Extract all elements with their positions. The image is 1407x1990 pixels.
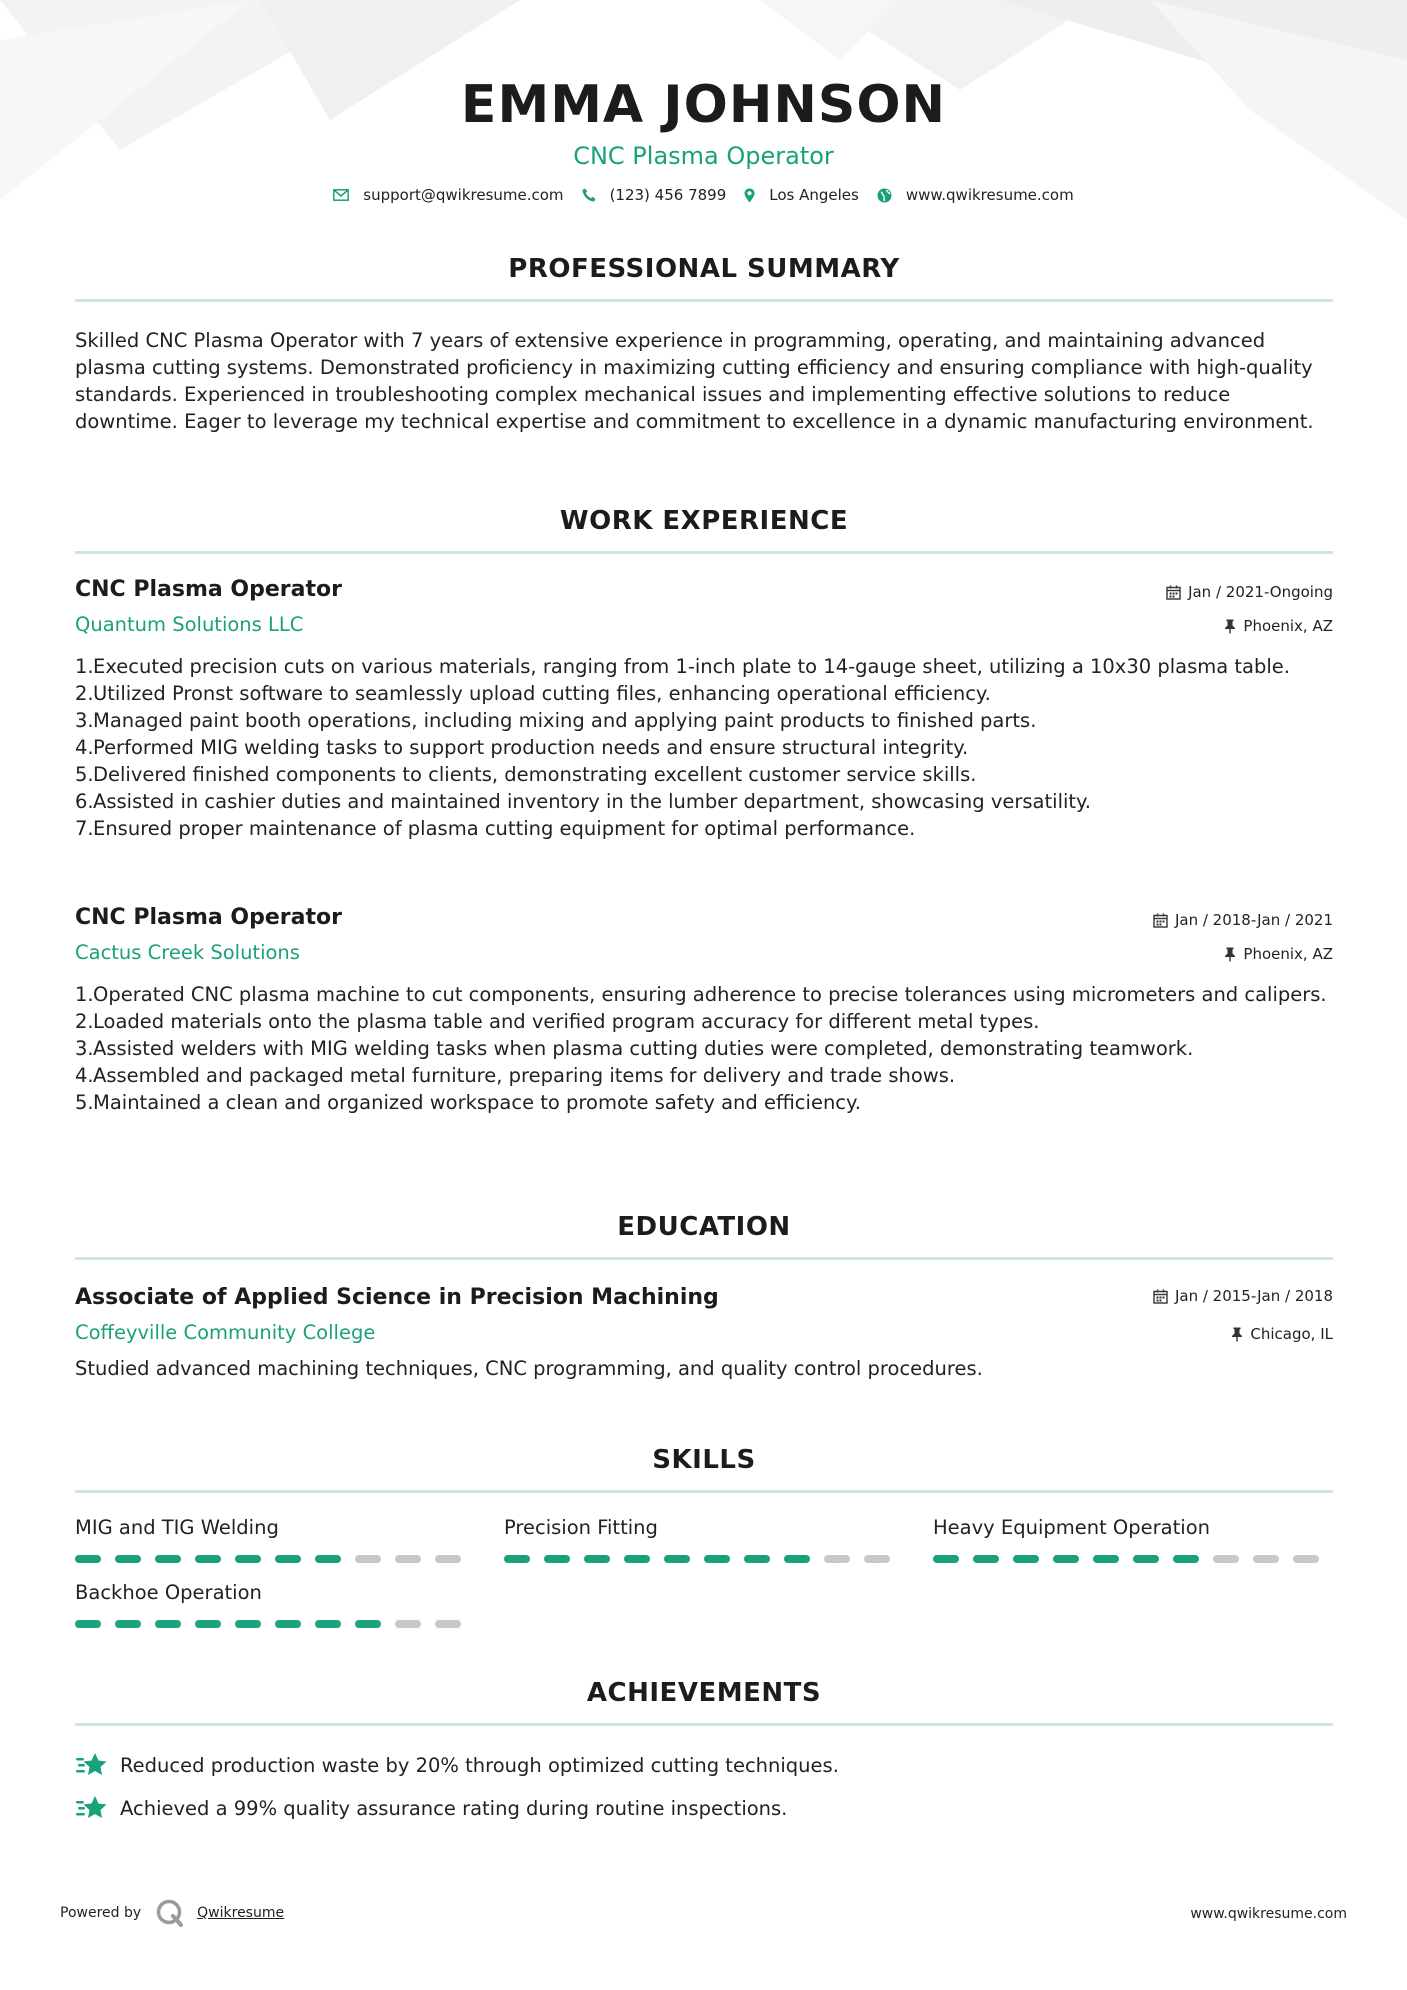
skill-name: Heavy Equipment Operation: [933, 1516, 1210, 1539]
skill-dot-filled: [115, 1555, 141, 1563]
calendar-icon: [1153, 913, 1168, 928]
job-title: CNC Plasma Operator: [75, 577, 342, 602]
skill-dot-filled: [235, 1555, 261, 1563]
job-entry: [75, 903, 1333, 1116]
globe-icon: [877, 188, 892, 203]
skill-dot-filled: [275, 1555, 301, 1563]
skill-dot-empty: [1213, 1555, 1239, 1563]
footer-powered-by: [60, 1898, 284, 1928]
job-dates-text: Jan / 2018-Jan / 2021: [1174, 911, 1333, 929]
pushpin-icon: [1231, 1327, 1243, 1342]
education-dates: [1153, 1287, 1333, 1305]
skill-level-meter: [933, 1555, 1333, 1563]
education-dates-text: Jan / 2015-Jan / 2018: [1174, 1287, 1333, 1305]
skill-dot-filled: [933, 1555, 959, 1563]
contact-phone[interactable]: [582, 186, 727, 204]
education-description: Studied advanced machining techniques, CNC programming, and quality control procedures.: [75, 1357, 983, 1380]
achievement-item: [75, 1795, 787, 1821]
list-item: 2. Utilized Pronst software to seamlessly upload cutting files, enhancing operational efficiency.: [75, 682, 991, 705]
skill-dot-filled: [315, 1620, 341, 1628]
education-location: [1231, 1325, 1333, 1343]
skill-dot-filled: [664, 1555, 690, 1563]
resume-header: [0, 70, 1407, 204]
email-text: support@qwikresume.com: [363, 186, 564, 204]
skill-item: [933, 1515, 1333, 1563]
list-item: 1. Operated CNC plasma machine to cut components, ensuring adherence to precise tolerances using micrometers and calipers.: [75, 983, 1327, 1006]
skill-dot-empty: [864, 1555, 890, 1563]
list-item: 2. Loaded materials onto the plasma table and verified program accuracy for different metal types.: [75, 1010, 1040, 1033]
experience-heading: WORK EXPERIENCE: [559, 506, 849, 536]
contact-website[interactable]: [877, 186, 1074, 204]
skill-item: [504, 1515, 904, 1563]
candidate-name: EMMA JOHNSON: [460, 75, 947, 135]
skill-dot-filled: [75, 1555, 101, 1563]
phone-icon: [582, 188, 596, 202]
achievement-item: [75, 1752, 839, 1778]
list-item: 4. Performed MIG welding tasks to support production needs and ensure structural integrity.: [75, 736, 969, 759]
skill-level-meter: [75, 1620, 475, 1628]
list-item: 5. Delivered finished components to clients, demonstrating excellent customer service skills.: [75, 763, 977, 786]
skill-dot-filled: [1013, 1555, 1039, 1563]
education-entry: [75, 1283, 1333, 1382]
skill-dot-empty: [355, 1555, 381, 1563]
skill-dot-filled: [784, 1555, 810, 1563]
experience-divider: [75, 551, 1333, 554]
pushpin-icon: [1224, 619, 1236, 634]
skill-dot-empty: [395, 1620, 421, 1628]
skill-dot-filled: [1093, 1555, 1119, 1563]
skill-dot-filled: [584, 1555, 610, 1563]
skill-dot-filled: [1173, 1555, 1199, 1563]
degree-title: Associate of Applied Science in Precision Machining: [75, 1285, 719, 1310]
job-bullets: [75, 981, 1333, 1116]
skill-dot-empty: [435, 1620, 461, 1628]
list-item: 7. Ensured proper maintenance of plasma cutting equipment for optimal performance.: [75, 817, 916, 840]
skill-item: [75, 1580, 475, 1628]
skill-dot-filled: [75, 1620, 101, 1628]
achievements-divider: [75, 1723, 1333, 1726]
contact-bar: [0, 186, 1407, 204]
calendar-icon: [1166, 585, 1181, 600]
achievement-text: Achieved a 99% quality assurance rating during routine inspections.: [120, 1796, 788, 1820]
job-bullets: [75, 653, 1333, 842]
job-dates-text: Jan / 2021-Ongoing: [1188, 583, 1333, 601]
education-divider: [75, 1257, 1333, 1260]
achievements-heading: ACHIEVEMENTS: [586, 1678, 822, 1708]
skill-dot-filled: [195, 1555, 221, 1563]
company-name: Quantum Solutions LLC: [75, 613, 304, 636]
candidate-title: CNC Plasma Operator: [573, 142, 834, 170]
skill-dot-filled: [704, 1555, 730, 1563]
star-award-icon: [75, 1752, 108, 1778]
map-pin-icon: [744, 188, 755, 203]
skill-dot-filled: [155, 1620, 181, 1628]
star-award-icon: [75, 1795, 108, 1821]
skill-dot-filled: [1133, 1555, 1159, 1563]
job-title: CNC Plasma Operator: [75, 905, 342, 930]
list-item: 3. Assisted welders with MIG welding tasks when plasma cutting duties were completed, demonstrating teamwork.: [75, 1037, 1194, 1060]
phone-text: (123) 456 7899: [609, 186, 727, 204]
summary-heading: PROFESSIONAL SUMMARY: [508, 254, 900, 284]
skill-dot-filled: [315, 1555, 341, 1563]
skill-name: MIG and TIG Welding: [75, 1516, 279, 1539]
skill-dot-filled: [744, 1555, 770, 1563]
skill-dot-filled: [624, 1555, 650, 1563]
skill-dot-filled: [1053, 1555, 1079, 1563]
education-heading: EDUCATION: [617, 1212, 791, 1242]
powered-by-text: Powered by: [60, 1905, 142, 1921]
job-location-text: Phoenix, AZ: [1243, 945, 1333, 963]
footer-website-link[interactable]: www.qwikresume.com: [1190, 1906, 1347, 1922]
qwikresume-logo-icon: [155, 1898, 185, 1928]
envelope-icon: [333, 189, 349, 201]
skills-divider: [75, 1490, 1333, 1493]
skill-level-meter: [504, 1555, 904, 1563]
website-text: www.qwikresume.com: [905, 186, 1074, 204]
skill-dot-filled: [115, 1620, 141, 1628]
pushpin-icon: [1224, 947, 1236, 962]
qwikresume-link[interactable]: Qwikresume: [197, 1905, 285, 1921]
job-dates: [1166, 583, 1333, 601]
skill-dot-empty: [435, 1555, 461, 1563]
skill-level-meter: [75, 1555, 475, 1563]
achievement-text: Reduced production waste by 20% through optimized cutting techniques.: [120, 1753, 839, 1777]
skill-name: Backhoe Operation: [75, 1581, 262, 1604]
education-location-text: Chicago, IL: [1250, 1325, 1333, 1343]
school-name: Coffeyville Community College: [75, 1321, 376, 1344]
skill-dot-filled: [195, 1620, 221, 1628]
company-name: Cactus Creek Solutions: [75, 941, 300, 964]
contact-location: [744, 186, 859, 204]
summary-text: Skilled CNC Plasma Operator with 7 years of extensive experience in programming, operating, and maintaining advanced plasma cutting systems. Demonstrated proficiency in maximizing cutting efficiency and ensuring compliance with high-quality standards. Experienced in troubleshooting complex mechanical issues and implementing effective solutions to reduce downtime. Eager to leverage my technical expertise and commitment to excellence in a dynamic manufacturing environment.: [75, 329, 1314, 433]
summary-divider: [75, 299, 1333, 302]
skills-heading: SKILLS: [652, 1445, 756, 1475]
calendar-icon: [1153, 1289, 1168, 1304]
skill-item: [75, 1515, 475, 1563]
skill-dot-empty: [824, 1555, 850, 1563]
list-item: 1. Executed precision cuts on various materials, ranging from 1-inch plate to 14-gauge sheet, utilizing a 10x30 plasma table.: [75, 655, 1290, 678]
skill-dot-filled: [155, 1555, 181, 1563]
skill-dot-filled: [355, 1620, 381, 1628]
skill-dot-filled: [973, 1555, 999, 1563]
job-location-text: Phoenix, AZ: [1243, 617, 1333, 635]
skill-dot-filled: [544, 1555, 570, 1563]
job-location: [1224, 617, 1333, 635]
job-location: [1224, 945, 1333, 963]
job-entry: [75, 575, 1333, 842]
skill-dot-empty: [1253, 1555, 1279, 1563]
contact-email[interactable]: [333, 186, 563, 204]
list-item: 4. Assembled and packaged metal furniture, preparing items for delivery and trade shows.: [75, 1064, 956, 1087]
skill-dot-empty: [395, 1555, 421, 1563]
list-item: 5. Maintained a clean and organized workspace to promote safety and efficiency.: [75, 1091, 861, 1114]
job-dates: [1153, 911, 1333, 929]
skill-dot-filled: [504, 1555, 530, 1563]
location-text: Los Angeles: [769, 186, 859, 204]
list-item: 3. Managed paint booth operations, including mixing and applying paint products to finished parts.: [75, 709, 1037, 732]
skill-name: Precision Fitting: [504, 1516, 658, 1539]
skill-dot-filled: [275, 1620, 301, 1628]
list-item: 6. Assisted in cashier duties and maintained inventory in the lumber department, showcasing versatility.: [75, 790, 1092, 813]
skill-dot-filled: [235, 1620, 261, 1628]
skill-dot-empty: [1293, 1555, 1319, 1563]
